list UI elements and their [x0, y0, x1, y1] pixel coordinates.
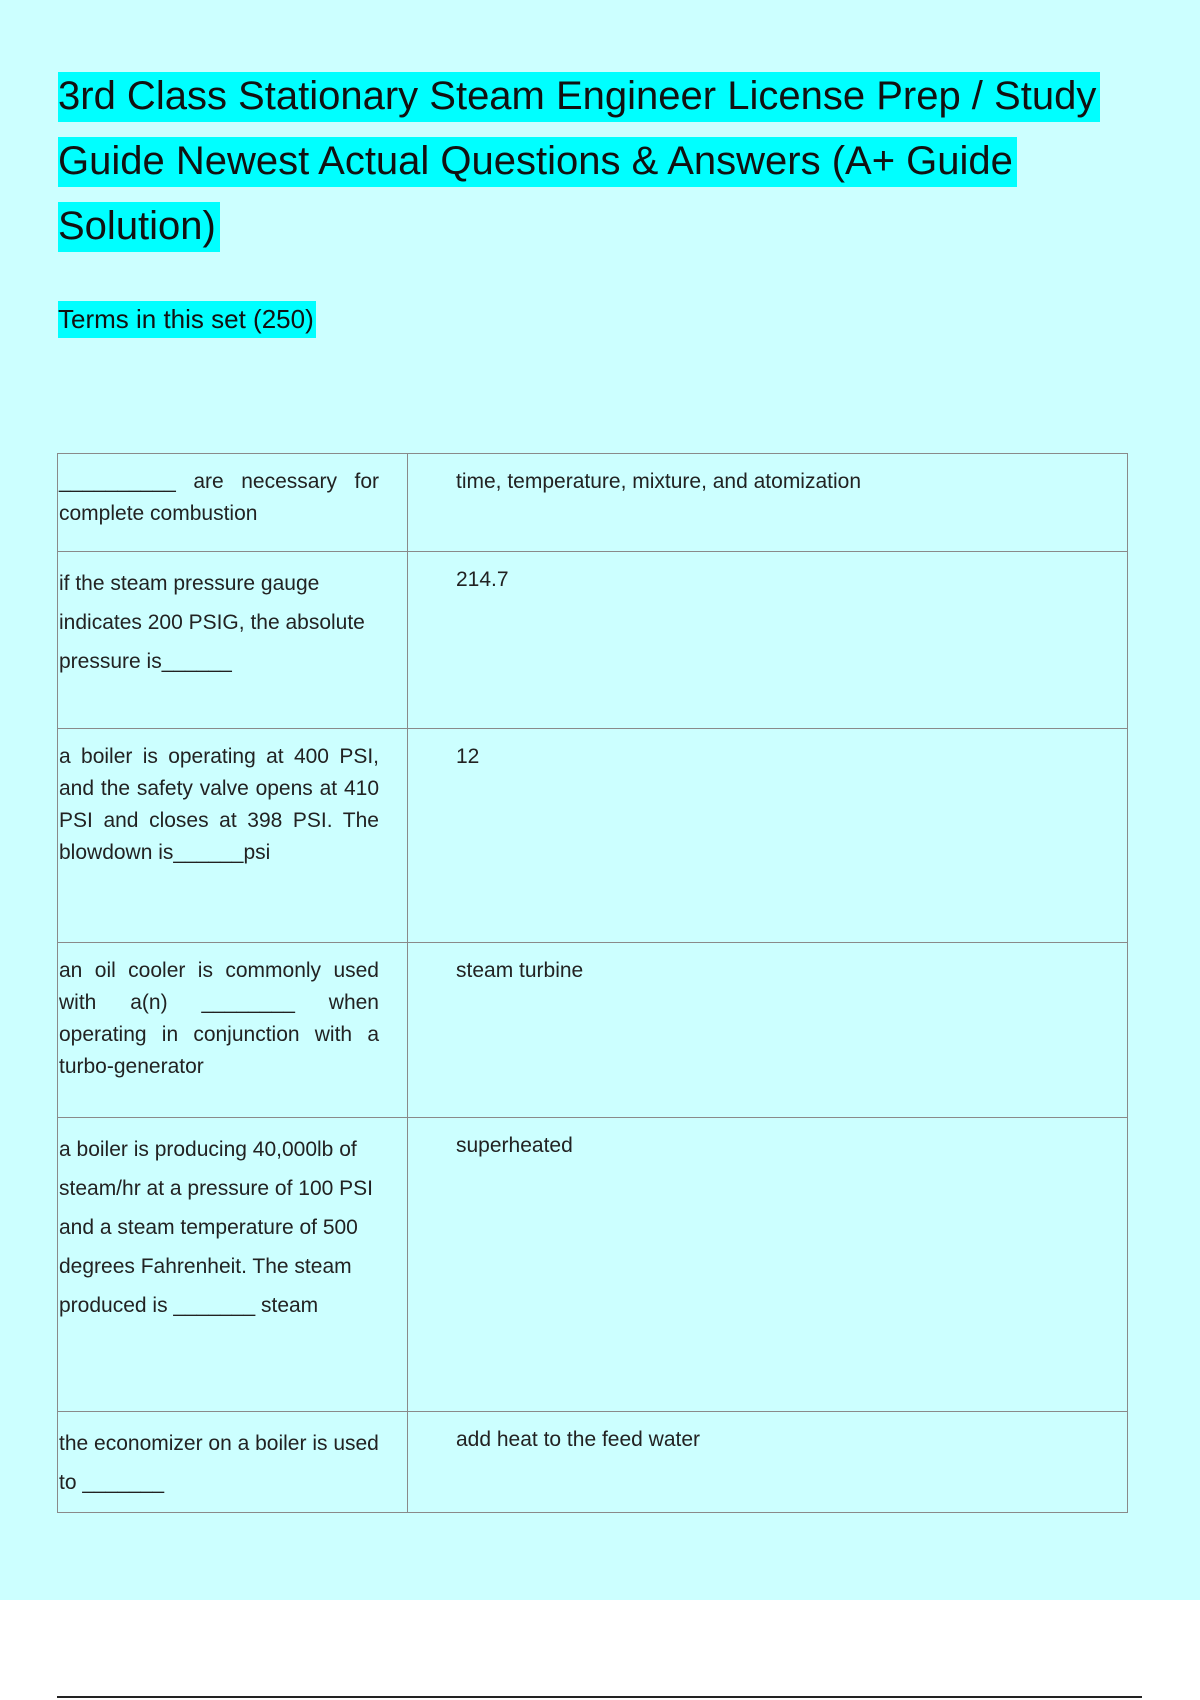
- qa-table: [57, 453, 1128, 1513]
- table-row: [58, 943, 1128, 1118]
- answer-cell: superheated: [408, 1118, 1128, 1412]
- table-row: [58, 1412, 1128, 1513]
- table-row: [58, 1118, 1128, 1412]
- answer-cell: 12: [408, 729, 1128, 943]
- terms-count-label: [58, 300, 316, 338]
- table-row: [58, 552, 1128, 729]
- question-cell: the economizer on a boiler is used to _______: [58, 1412, 408, 1513]
- question-cell: __________ are necessary for complete combustion: [58, 454, 408, 552]
- table-row: [58, 454, 1128, 552]
- table-row: [58, 729, 1128, 943]
- answer-cell: 214.7: [408, 552, 1128, 729]
- footer-divider: [57, 1696, 1142, 1698]
- terms-count-text: Terms in this set (250): [58, 301, 316, 338]
- question-cell: an oil cooler is commonly used with a(n) ________ when operating in conjunction with a turbo-generator: [58, 943, 408, 1118]
- document-title: [58, 64, 1118, 259]
- answer-cell: steam turbine: [408, 943, 1128, 1118]
- question-cell: a boiler is producing 40,000lb of steam/hr at a pressure of 100 PSI and a steam temperature of 500 degrees Fahrenheit. The steam produced is _______ steam: [58, 1118, 408, 1412]
- question-cell: a boiler is operating at 400 PSI, and the safety valve opens at 410 PSI and closes at 398 PSI. The blowdown is______psi: [58, 729, 408, 943]
- question-cell: if the steam pressure gauge indicates 200 PSIG, the absolute pressure is______: [58, 552, 408, 729]
- document-title-text: 3rd Class Stationary Steam Engineer License Prep / Study Guide Newest Actual Questions & Answers (A+ Guide Solution): [58, 72, 1100, 252]
- answer-cell: add heat to the feed water: [408, 1412, 1128, 1513]
- answer-cell: time, temperature, mixture, and atomization: [408, 454, 1128, 552]
